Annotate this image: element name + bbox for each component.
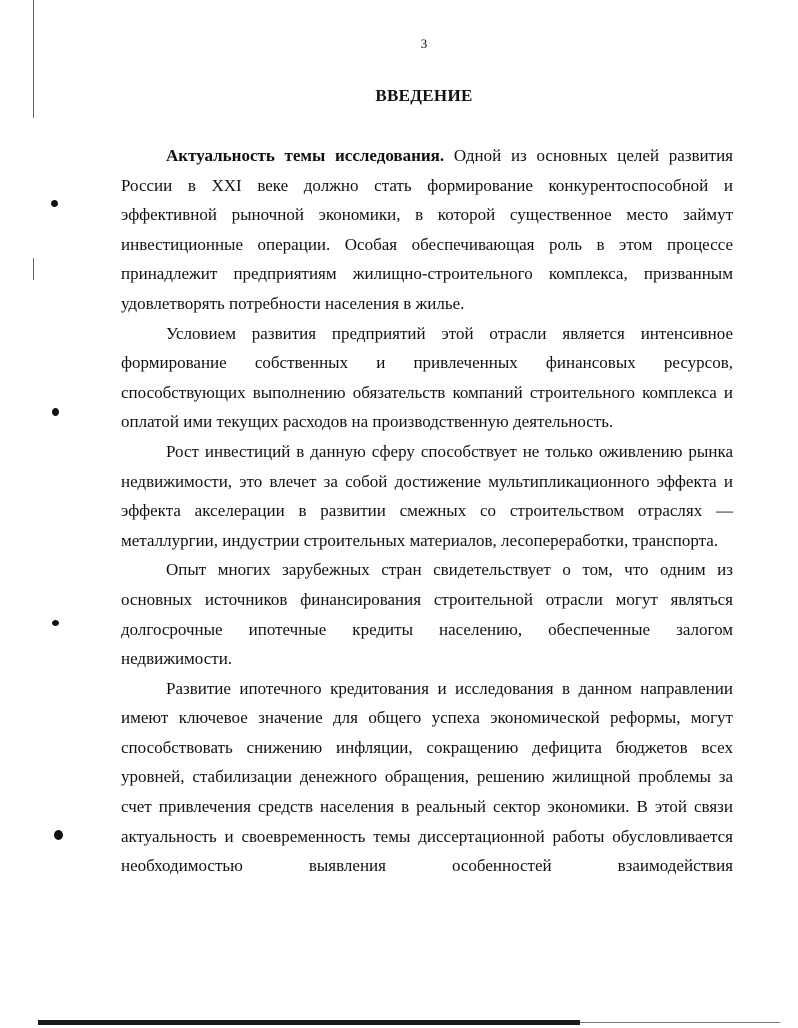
page-title: ВВЕДЕНИЕ: [375, 86, 473, 105]
page-number: 3: [420, 36, 428, 51]
paragraph-text: Одной из основных целей развития России в XXI веке должно стать формирование конкурентоспособной и эффективной рыночной экономики, в которой существенное место займут инвестиционные операции. Особая обеспечивающая роль в этом процессе принадлежит предприятиям жилищно-строительного комплекса, призванным удовлетворять потребности населения в жилье.: [121, 146, 734, 313]
paragraph: Опыт многих зарубежных стран свидетельствует о том, что одним из основных источников финансирования строительной отрасли могут являться долгосрочные ипотечные кредиты населению, обеспеченные залогом недвижимости.: [121, 560, 733, 669]
paragraph-lead: Актуальность темы исследования.: [166, 146, 445, 165]
binding-hole-mark: [51, 200, 58, 207]
paragraph: Рост инвестиций в данную сферу способствует не только оживлению рынка недвижимости, это влечет за собой достижение мультипликационного эффекта и эффекта акселерации в развитии смежных со строительством отраслях — металлургии, индустрии строительных материалов, лесопереработки, транспорта.: [121, 441, 733, 550]
binding-hole-mark: [52, 408, 59, 416]
binding-hole-mark: [52, 620, 59, 626]
document-body: [121, 141, 733, 881]
paragraph: Условием развития предприятий этой отрасли является интенсивное формирование собственных и привлеченных финансовых ресурсов, способствующих выполнению обязательств компаний строительного комплекса и оплатой ими текущих расходов на производственную деятельность.: [121, 323, 733, 432]
scan-bottom-edge: [38, 1020, 580, 1025]
paragraph: Развитие ипотечного кредитования и исследования в данном направлении имеют ключевое значение для общего успеха экономической реформы, могут способствовать снижению инфляции, сокращению дефицита бюджетов всех уровней, стабилизации денежного обращения, решению жилищной проблемы за счет привлечения средств населения в реальный сектор экономики. В этой связи актуальность и своевременность темы диссертационной работы обусловливается необходимостью выявления особенностей взаимодействия: [121, 678, 733, 876]
scan-margin-line-middle: [33, 258, 34, 280]
paragraph-relevance: [121, 141, 733, 319]
binding-hole-mark: [54, 830, 63, 840]
scan-bottom-edge-thin: [580, 1022, 780, 1023]
